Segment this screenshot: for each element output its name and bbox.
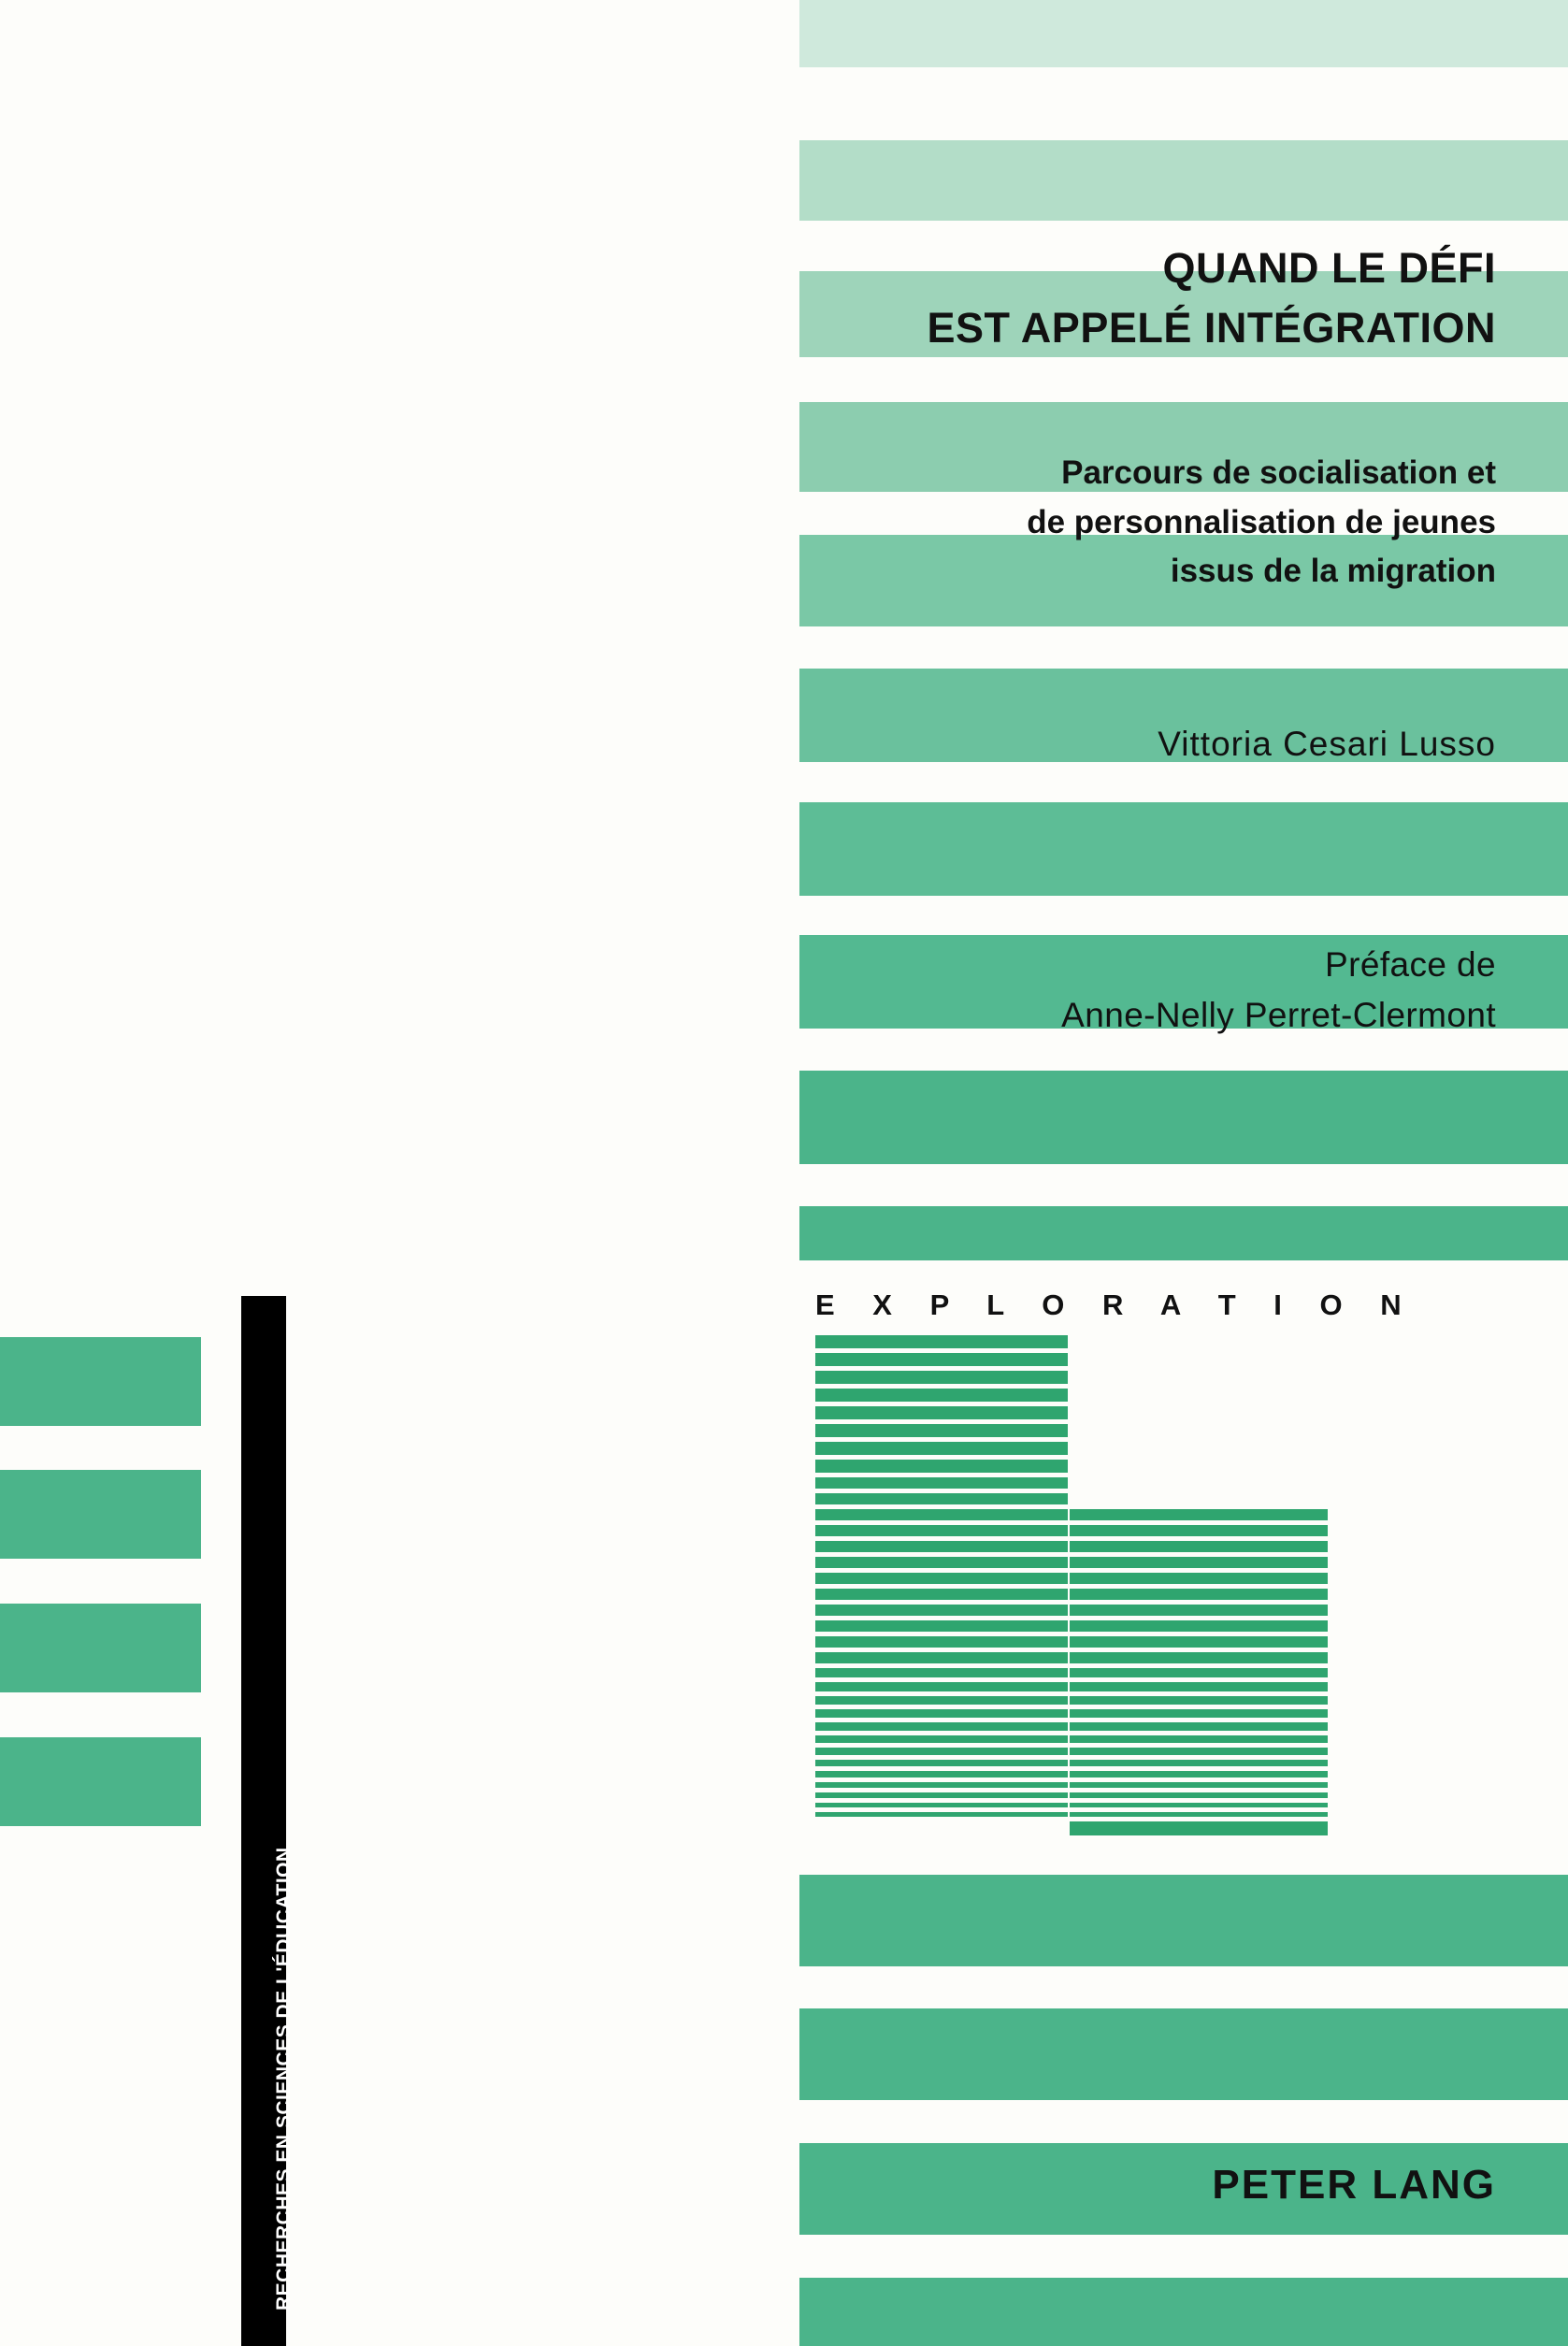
logo-stripe-left xyxy=(815,1424,1068,1437)
logo-stripe-14 xyxy=(815,1573,1328,1584)
logo-stripe-right xyxy=(1070,1573,1328,1584)
logo-stripe-left xyxy=(815,1620,1068,1632)
logo-stripe-5 xyxy=(815,1424,1328,1437)
logo-stripe-right xyxy=(1070,1709,1328,1718)
logo-stripe-right xyxy=(1070,1541,1328,1552)
logo-stripe-26 xyxy=(815,1748,1328,1755)
logo-stripe-left xyxy=(815,1557,1068,1568)
logo-stripe-left xyxy=(815,1760,1068,1766)
logo-stripe-right xyxy=(1070,1682,1328,1691)
logo-stripe-21 xyxy=(815,1682,1328,1691)
logo-stripe-left xyxy=(815,1803,1068,1807)
subtitle-line-3: issus de la migration xyxy=(1170,553,1496,589)
logo-stripe-left xyxy=(815,1782,1068,1788)
logo-stripe-1 xyxy=(815,1353,1328,1366)
logo-stripe-17 xyxy=(815,1620,1328,1632)
logo-stripe-right xyxy=(1070,1792,1328,1798)
logo-stripe-left xyxy=(815,1682,1068,1691)
logo-stripe-right xyxy=(1070,1696,1328,1705)
decor-bar-left-1 xyxy=(0,1470,201,1559)
collection-logo-art xyxy=(815,1335,1328,1835)
subtitle-line-1: Parcours de socialisation et xyxy=(1061,454,1496,491)
logo-stripe-right xyxy=(1070,1668,1328,1677)
logo-stripe-25 xyxy=(815,1735,1328,1743)
logo-stripe-28 xyxy=(815,1771,1328,1777)
logo-stripe-24 xyxy=(815,1722,1328,1731)
logo-stripe-right xyxy=(1070,1821,1328,1835)
logo-stripe-left xyxy=(815,1460,1068,1473)
logo-stripe-16 xyxy=(815,1605,1328,1616)
logo-stripe-right xyxy=(1070,1771,1328,1777)
logo-stripe-left xyxy=(815,1442,1068,1455)
logo-stripe-11 xyxy=(815,1525,1328,1536)
preface-line-1: Préface de xyxy=(1325,945,1496,984)
logo-stripe-left xyxy=(815,1389,1068,1402)
logo-stripe-19 xyxy=(815,1652,1328,1663)
series-label: RECHERCHES EN SCIENCES DE L'ÉDUCATION xyxy=(273,1847,295,2310)
logo-stripe-left xyxy=(815,1493,1068,1504)
logo-stripe-right xyxy=(1070,1760,1328,1766)
page-title xyxy=(505,238,1496,358)
logo-stripe-left xyxy=(815,1722,1068,1731)
logo-stripe-left xyxy=(815,1709,1068,1718)
logo-stripe-9 xyxy=(815,1493,1328,1504)
logo-stripe-right xyxy=(1070,1557,1328,1568)
logo-stripe-right xyxy=(1070,1525,1328,1536)
logo-stripe-31 xyxy=(815,1803,1328,1807)
logo-stripe-left xyxy=(815,1573,1068,1584)
series-strip xyxy=(241,1296,295,2346)
logo-stripe-left xyxy=(815,1589,1068,1600)
logo-stripe-left xyxy=(815,1525,1068,1536)
decor-bar-right-8 xyxy=(799,1071,1568,1164)
title-line-1: QUAND LE DÉFI xyxy=(1162,244,1496,292)
author xyxy=(505,725,1496,764)
publisher-name: PETER LANG xyxy=(1212,2162,1496,2208)
logo-stripe-10 xyxy=(815,1509,1328,1520)
decor-bar-right-1 xyxy=(799,140,1568,221)
logo-stripe-0 xyxy=(815,1335,1328,1348)
logo-stripe-left xyxy=(815,1652,1068,1663)
logo-stripe-left xyxy=(815,1371,1068,1384)
logo-stripe-left xyxy=(815,1792,1068,1798)
logo-stripe-left xyxy=(815,1771,1068,1777)
logo-stripe-20 xyxy=(815,1668,1328,1677)
preface-credit xyxy=(505,940,1496,1040)
logo-stripe-right xyxy=(1070,1748,1328,1755)
collection-name: E X P L O R A T I O N xyxy=(815,1288,1417,1321)
logo-stripe-right xyxy=(1070,1620,1328,1632)
logo-stripe-33 xyxy=(815,1821,1328,1835)
subtitle-line-2: de personnalisation de jeunes xyxy=(1027,503,1496,540)
logo-stripe-left xyxy=(815,1541,1068,1552)
logo-stripe-6 xyxy=(815,1442,1328,1455)
logo-stripe-27 xyxy=(815,1760,1328,1766)
decor-bar-right-9 xyxy=(799,1206,1568,1260)
logo-stripe-30 xyxy=(815,1792,1328,1798)
logo-stripe-right xyxy=(1070,1782,1328,1788)
logo-stripe-left xyxy=(815,1668,1068,1677)
logo-stripe-15 xyxy=(815,1589,1328,1600)
logo-stripe-right xyxy=(1070,1722,1328,1731)
logo-stripe-right xyxy=(1070,1636,1328,1648)
logo-stripe-left xyxy=(815,1353,1068,1366)
logo-stripe-12 xyxy=(815,1541,1328,1552)
logo-stripe-left xyxy=(815,1605,1068,1616)
logo-stripe-left xyxy=(815,1735,1068,1743)
collection-logo xyxy=(815,1288,1417,1835)
logo-stripe-2 xyxy=(815,1371,1328,1384)
preface-line-2: Anne-Nelly Perret-Clermont xyxy=(1061,995,1496,1034)
logo-stripe-4 xyxy=(815,1406,1328,1419)
logo-stripe-left xyxy=(815,1406,1068,1419)
logo-stripe-23 xyxy=(815,1709,1328,1718)
subtitle xyxy=(505,449,1496,597)
logo-stripe-right xyxy=(1070,1605,1328,1616)
logo-stripe-left xyxy=(815,1509,1068,1520)
decor-bar-left-3 xyxy=(0,1737,201,1826)
title-line-2: EST APPELÉ INTÉGRATION xyxy=(927,303,1496,352)
decor-bar-right-0 xyxy=(799,0,1568,67)
logo-stripe-32 xyxy=(815,1812,1328,1817)
logo-stripe-right xyxy=(1070,1803,1328,1807)
decor-bar-right-10 xyxy=(799,1875,1568,1966)
logo-stripe-22 xyxy=(815,1696,1328,1705)
decor-bar-left-0 xyxy=(0,1337,201,1426)
decor-bar-right-6 xyxy=(799,802,1568,896)
logo-stripe-13 xyxy=(815,1557,1328,1568)
logo-stripe-left xyxy=(815,1748,1068,1755)
logo-stripe-left xyxy=(815,1812,1068,1817)
decor-bar-left-2 xyxy=(0,1604,201,1692)
logo-stripe-right xyxy=(1070,1589,1328,1600)
logo-stripe-right xyxy=(1070,1509,1328,1520)
logo-stripe-left xyxy=(815,1636,1068,1648)
logo-stripe-right xyxy=(1070,1812,1328,1817)
logo-stripe-left xyxy=(815,1696,1068,1705)
logo-stripe-8 xyxy=(815,1477,1328,1489)
author-name: Vittoria Cesari Lusso xyxy=(1158,725,1496,763)
logo-stripe-left xyxy=(815,1477,1068,1489)
logo-stripe-right xyxy=(1070,1735,1328,1743)
logo-stripe-18 xyxy=(815,1636,1328,1648)
logo-stripe-3 xyxy=(815,1389,1328,1402)
logo-stripe-29 xyxy=(815,1782,1328,1788)
logo-stripe-7 xyxy=(815,1460,1328,1473)
decor-bar-right-11 xyxy=(799,2008,1568,2100)
logo-stripe-right xyxy=(1070,1652,1328,1663)
decor-bar-right-13 xyxy=(799,2278,1568,2346)
logo-stripe-left xyxy=(815,1335,1068,1348)
